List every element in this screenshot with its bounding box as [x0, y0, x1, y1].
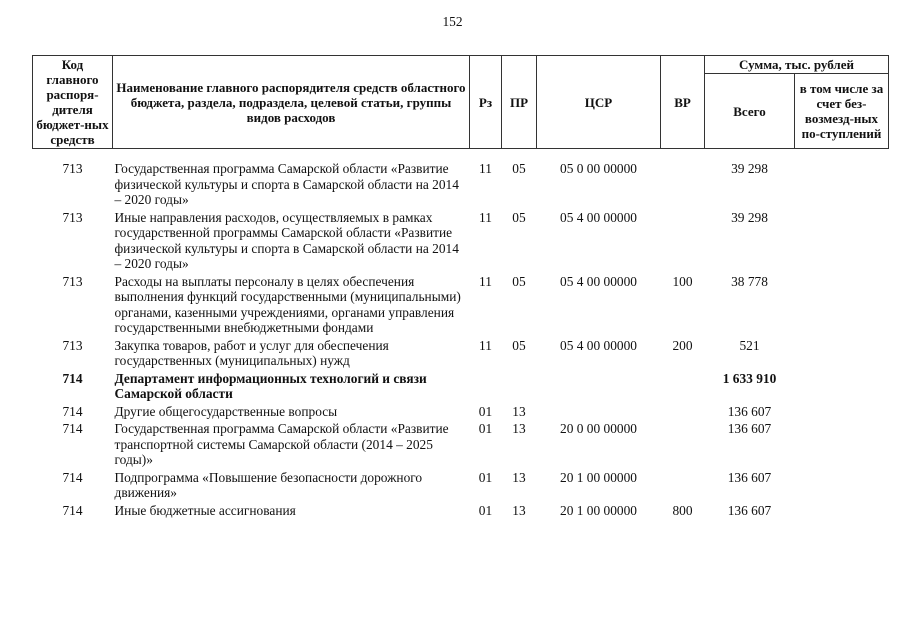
cell-total: 136 607	[727, 502, 772, 518]
cell-name: Расходы на выплаты персоналу в целях обеспечения выполнения функций государственными (муниципальными) органами, казенными учреждениями, органами управления государственными внебюджетными фондами	[114, 273, 461, 335]
cell-rz: 11	[479, 337, 492, 353]
cell-pr: 13	[512, 403, 526, 419]
cell-pr: 13	[512, 502, 526, 518]
cell-total: 136 607	[727, 403, 772, 419]
cell-code: 714	[62, 421, 83, 436]
cell-rz: 11	[479, 161, 492, 176]
cell-gratuitous	[795, 338, 889, 371]
cell-gratuitous	[795, 470, 889, 503]
table-row	[33, 421, 889, 470]
cell-vr	[661, 404, 705, 422]
table-row	[33, 503, 889, 521]
cell-name: Государственная программа Самарской области «Развитие физической культуры и спорта в Самарской области на 2014 – 2020 годы»	[114, 161, 459, 207]
table-row	[33, 161, 889, 210]
cell-total: 136 607	[727, 421, 772, 436]
cell-vr: 200	[672, 337, 693, 353]
cell-vr: 100	[672, 273, 693, 289]
cell-name: Подпрограмма «Повышение безопасности дорожного движения»	[114, 469, 423, 500]
cell-csr	[537, 371, 661, 404]
cell-gratuitous	[795, 161, 889, 210]
cell-gratuitous	[795, 503, 889, 521]
cell-rz: 01	[478, 502, 493, 518]
cell-code: 714	[62, 403, 83, 419]
header-total: Всего	[705, 74, 795, 149]
cell-code: 713	[62, 337, 83, 353]
cell-name: Иные бюджетные ассигнования	[114, 502, 296, 518]
cell-code: 713	[62, 161, 83, 176]
cell-csr: 05 4 00 00000	[560, 273, 637, 289]
cell-gratuitous	[795, 371, 889, 404]
cell-name: Иные направления расходов, осуществляемых в рамках государственной программы Самарской области «Развитие физической культуры и спорта в Самарской области на 2014 – 2020 годы»	[114, 209, 459, 271]
cell-csr: 20 1 00 00000	[560, 502, 637, 518]
cell-vr	[661, 210, 705, 274]
cell-pr: 05	[512, 337, 526, 353]
cell-pr: 05	[512, 209, 526, 225]
cell-csr	[537, 404, 661, 422]
cell-rz	[470, 371, 502, 404]
cell-code: 713	[62, 273, 83, 289]
cell-code: 714	[62, 502, 83, 518]
cell-pr	[502, 371, 537, 404]
table-row	[33, 470, 889, 503]
cell-csr: 05 4 00 00000	[560, 337, 637, 353]
cell-total: 521	[739, 337, 760, 353]
cell-total: 39 298	[731, 161, 768, 176]
cell-vr	[661, 161, 705, 210]
cell-csr: 20 0 00 00000	[560, 421, 637, 436]
cell-rz: 01	[478, 421, 493, 436]
header-code: Код главного распоря-дителя бюджет-ных средств	[33, 56, 113, 149]
cell-rz: 11	[479, 209, 492, 225]
spacer-row	[33, 149, 889, 162]
budget-table	[32, 55, 889, 520]
cell-rz: 01	[478, 403, 493, 419]
table-header	[33, 56, 889, 149]
table-row	[33, 338, 889, 371]
cell-pr: 05	[512, 273, 526, 289]
cell-name: Государственная программа Самарской области «Развитие транспортной системы Самарской области (2014 – 2025 годы)»	[114, 421, 449, 467]
cell-code: 714	[62, 370, 83, 386]
cell-vr	[661, 421, 705, 470]
header-pr: ПР	[502, 56, 537, 149]
cell-total: 1 633 910	[722, 370, 777, 386]
cell-pr: 05	[512, 161, 526, 176]
page-number: 152	[442, 14, 463, 29]
header-sum-group: Сумма, тыс. рублей	[705, 56, 889, 74]
cell-rz: 01	[478, 469, 493, 485]
table-body	[33, 149, 889, 521]
cell-pr: 13	[512, 421, 526, 436]
cell-name: Другие общегосударственные вопросы	[114, 403, 338, 419]
header-gratuitous: в том числе за счет без-возмезд-ных по-ступлений	[795, 74, 889, 149]
cell-code: 713	[62, 209, 83, 225]
table-row	[33, 210, 889, 274]
cell-vr	[661, 371, 705, 404]
cell-csr: 05 4 00 00000	[560, 209, 637, 225]
cell-pr: 13	[512, 469, 526, 485]
cell-gratuitous	[795, 210, 889, 274]
cell-gratuitous	[795, 274, 889, 338]
header-vr: ВР	[661, 56, 705, 149]
cell-gratuitous	[795, 404, 889, 422]
cell-total: 39 298	[731, 209, 768, 225]
cell-csr: 20 1 00 00000	[560, 469, 637, 485]
cell-total: 38 778	[731, 273, 768, 289]
cell-code: 714	[62, 469, 83, 485]
table-row	[33, 274, 889, 338]
table-row	[33, 404, 889, 422]
header-name: Наименование главного распорядителя средств областного бюджета, раздела, подраздела, целевой статьи, группы видов расходов	[113, 56, 470, 149]
cell-name: Департамент информационных технологий и связи Самарской области	[114, 370, 427, 401]
cell-total: 136 607	[727, 469, 772, 485]
cell-rz: 11	[479, 273, 492, 289]
cell-vr	[661, 470, 705, 503]
cell-csr: 05 0 00 00000	[560, 161, 637, 176]
cell-vr: 800	[672, 502, 693, 518]
table-row	[33, 371, 889, 404]
cell-gratuitous	[795, 421, 889, 470]
header-rz: Рз	[470, 56, 502, 149]
cell-name: Закупка товаров, работ и услуг для обеспечения государственных (муниципальных) нужд	[114, 337, 389, 368]
header-csr: ЦСР	[537, 56, 661, 149]
